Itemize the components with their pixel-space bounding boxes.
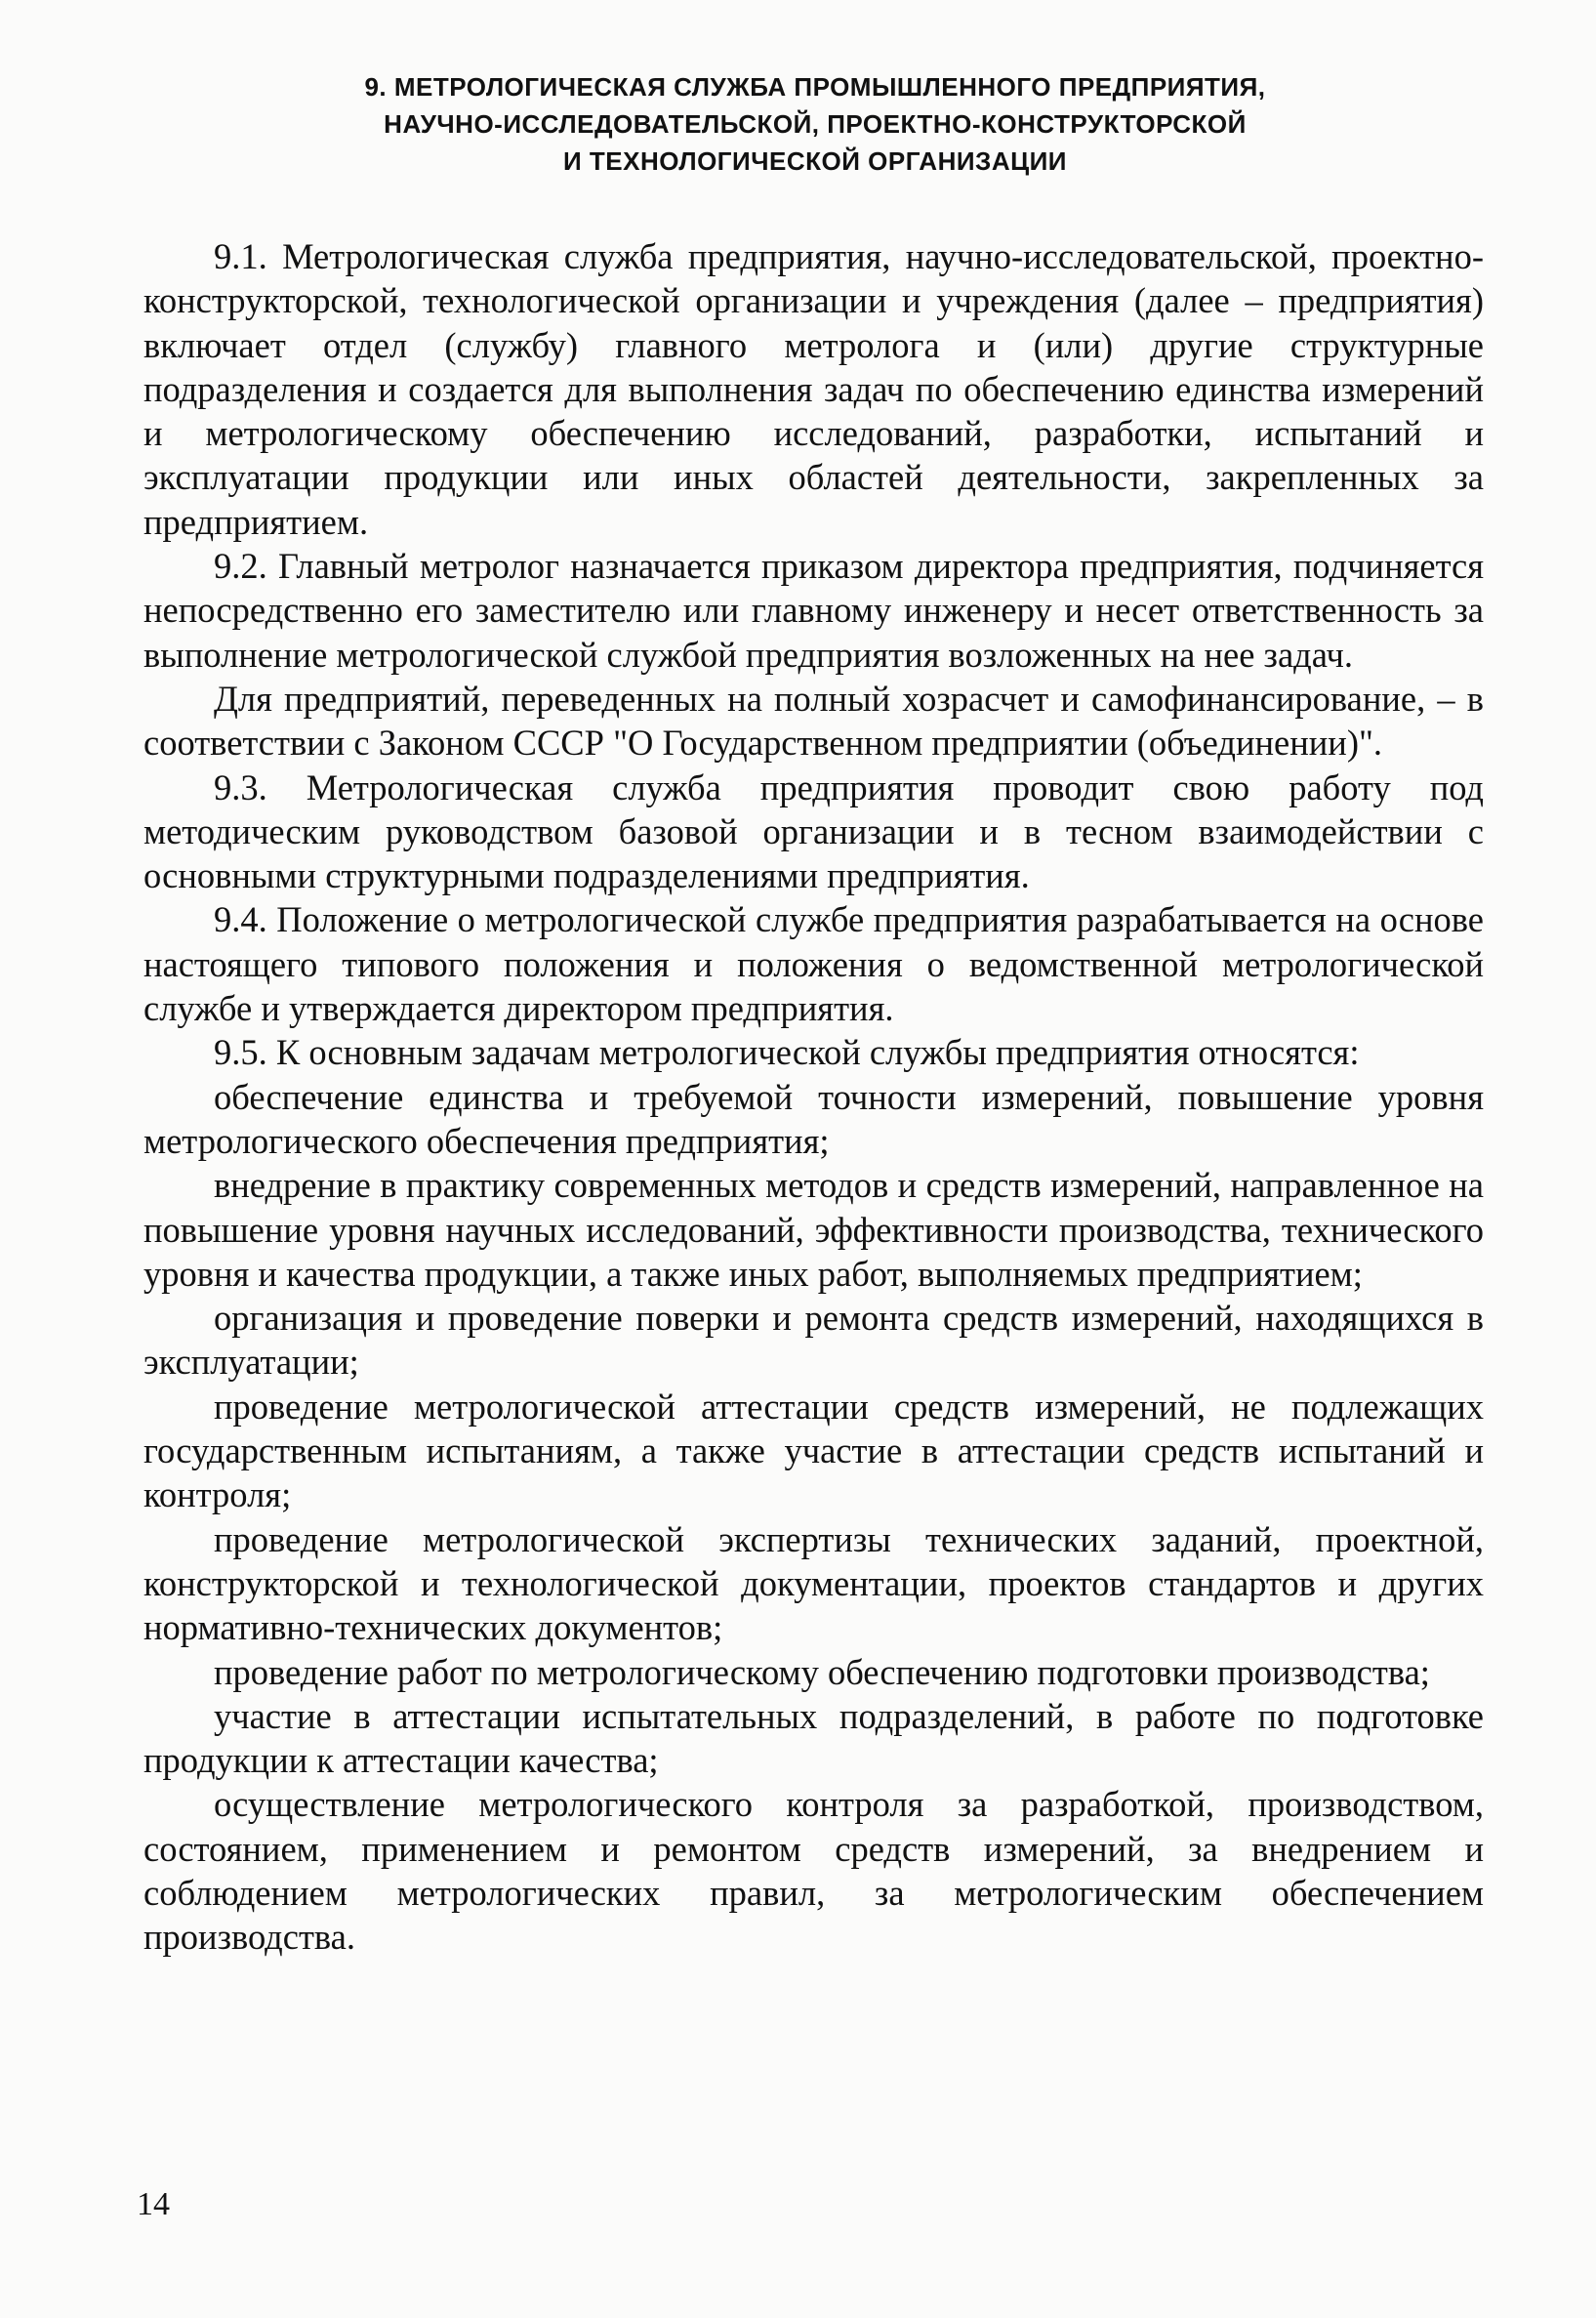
task-item: внедрение в практику современных методов и средств измерений, направленное на повышение уровня научных исследований, эффективности производства, технического уровня и качества продукции, а также иных работ, выполняемых предприятием; bbox=[143, 1165, 1484, 1294]
task-item: проведение метрологической экспертизы технических заданий, проектной, конструкторской и технологической документации, проектов стандартов и других нормативно-технических документов; bbox=[143, 1518, 1484, 1648]
task-item: осуществление метрологического контроля за разработкой, производством, состоянием, применением и ремонтом средств измерений, за внедрением и соблюдением метрологических правил, за метрологическим обеспечением производства. bbox=[143, 1784, 1484, 1958]
task-item: обеспечение единства и требуемой точности измерений, повышение уровня метрологического обеспечения предприятия; bbox=[143, 1076, 1484, 1161]
task-item: проведение работ по метрологическому обеспечению подготовки производства; bbox=[214, 1651, 1430, 1692]
paragraph-self-financing: Для предприятий, переведенных на полный хозрасчет и самофинансирование, – в соответствии с Законом СССР "О Государственном предприятии (объединении)". bbox=[143, 678, 1484, 764]
paragraph-9-3: 9.3. Метрологическая служба предприятия проводит свою работу под методическим руководством базовой организации и в тесном взаимодействии с основными структурными подразделениями предприятия. bbox=[143, 766, 1484, 896]
section-heading bbox=[146, 68, 1484, 180]
task-item: организация и проведение поверки и ремонта средств измерений, находящихся в эксплуатации; bbox=[143, 1298, 1484, 1383]
heading-line-3: И ТЕХНОЛОГИЧЕСКОЙ ОРГАНИЗАЦИИ bbox=[563, 146, 1067, 176]
paragraph-9-2: 9.2. Главный метролог назначается приказом директора предприятия, подчиняется непосредственно его заместителю или главному инженеру и несет ответственность за выполнение метрологической службой предприятия возложенных на нее задач. bbox=[143, 546, 1484, 675]
body-text bbox=[143, 234, 1484, 1960]
task-item: проведение метрологической аттестации средств измерений, не подлежащих государственным испытаниям, а также участие в аттестации средств испытаний и контроля; bbox=[143, 1386, 1484, 1515]
paragraph-9-4: 9.4. Положение о метрологической службе предприятия разрабатывается на основе настоящего типового положения и положения о ведомственной метрологической службе и утверждается директором предприятия. bbox=[143, 899, 1484, 1029]
paragraph-9-5: 9.5. К основным задачам метрологической службы предприятия относятся: bbox=[214, 1032, 1360, 1073]
heading-line-1: 9. МЕТРОЛОГИЧЕСКАЯ СЛУЖБА ПРОМЫШЛЕННОГО ПРЕДПРИЯТИЯ, bbox=[364, 72, 1266, 102]
page-number: 14 bbox=[137, 2186, 170, 2222]
task-item: участие в аттестации испытательных подразделений, в работе по подготовке продукции к аттестации качества; bbox=[143, 1695, 1484, 1781]
heading-line-2: НАУЧНО-ИССЛЕДОВАТЕЛЬСКОЙ, ПРОЕКТНО-КОНСТРУКТОРСКОЙ bbox=[384, 109, 1247, 139]
paragraph-9-1: 9.1. Метрологическая служба предприятия, научно-исследовательской, проектно-конструкторской, технологической организации и учреждения (далее – предприятия) включает отдел (службу) главного метролога и (или) другие структурные подразделения и создается для выполнения задач по обеспечению единства измерений и метрологическому обеспечению исследований, разработки, испытаний и эксплуатации продукции или иных областей деятельности, закрепленных за предприятием. bbox=[143, 236, 1484, 542]
